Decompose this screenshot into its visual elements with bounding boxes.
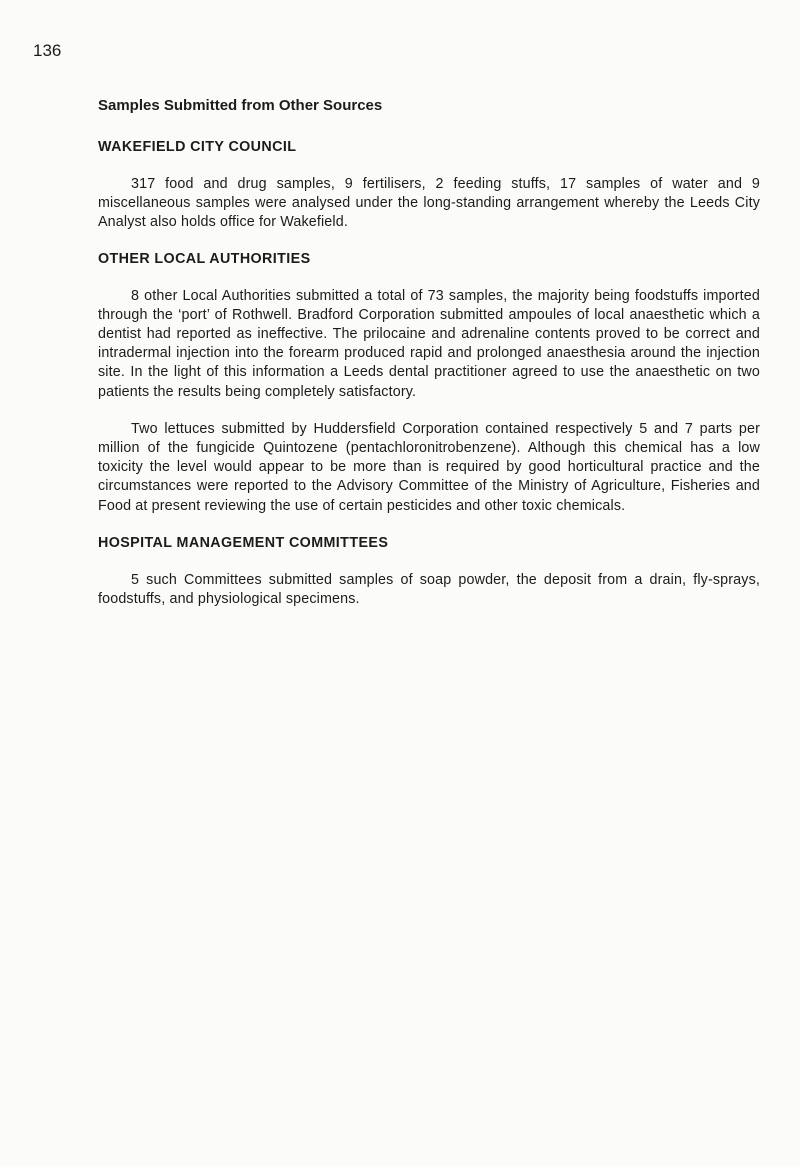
paragraph-hospital-samples: 5 such Committees submitted samples of soap powder, the deposit from a drain, fly-sprays, foodstuffs, and physiological specimens. xyxy=(98,571,760,608)
section-hospital-management xyxy=(98,535,760,609)
paragraph-huddersfield-lettuces: Two lettuces submitted by Huddersfield Corporation contained respectively 5 and 7 parts per million of the fungicide Quintozene (pentachloronitrobenzene). Although this chemical has a low toxicity the level would appear to be more than is required by good horticultural practice and the circumstances were reported to the Advisory Committee of the Ministry of Agriculture, Fisheries and Food at present reviewing the use of certain pesticides and other toxic chemicals. xyxy=(98,420,760,514)
section-other-local-authorities xyxy=(98,251,760,516)
section-heading-wakefield: WAKEFIELD CITY COUNCIL xyxy=(98,139,297,155)
section-heading-hospital-management: HOSPITAL MANAGEMENT COMMITTEES xyxy=(98,534,389,551)
paragraph-bradford-anaesthetic: 8 other Local Authorities submitted a total of 73 samples, the majority being foodstuffs imported through the ‘port’ of Rothwell. Bradford Corporation submitted ampoules of local anaesthetic which a dentist had reported as ineffective. The prilocaine and adrenaline contents proved to be correct and intradermal injection into the forearm produced rapid and prolonged anaesthesia around the injection site. In the light of this information a Leeds dental practitioner agreed to use the anaesthetic on two patients the results being completely satisfactory. xyxy=(98,287,760,400)
page-number: 136 xyxy=(33,41,62,60)
section-wakefield xyxy=(98,139,760,233)
document-body xyxy=(98,97,760,627)
page-title: Samples Submitted from Other Sources xyxy=(98,97,383,114)
paragraph-wakefield-samples: 317 food and drug samples, 9 fertilisers, 2 feeding stuffs, 17 samples of water and 9 miscellaneous samples were analysed under the long-standing arrangement whereby the Leeds City Analyst also holds office for Wakefield. xyxy=(98,176,760,231)
section-heading-other-local-authorities: OTHER LOCAL AUTHORITIES xyxy=(98,250,311,267)
